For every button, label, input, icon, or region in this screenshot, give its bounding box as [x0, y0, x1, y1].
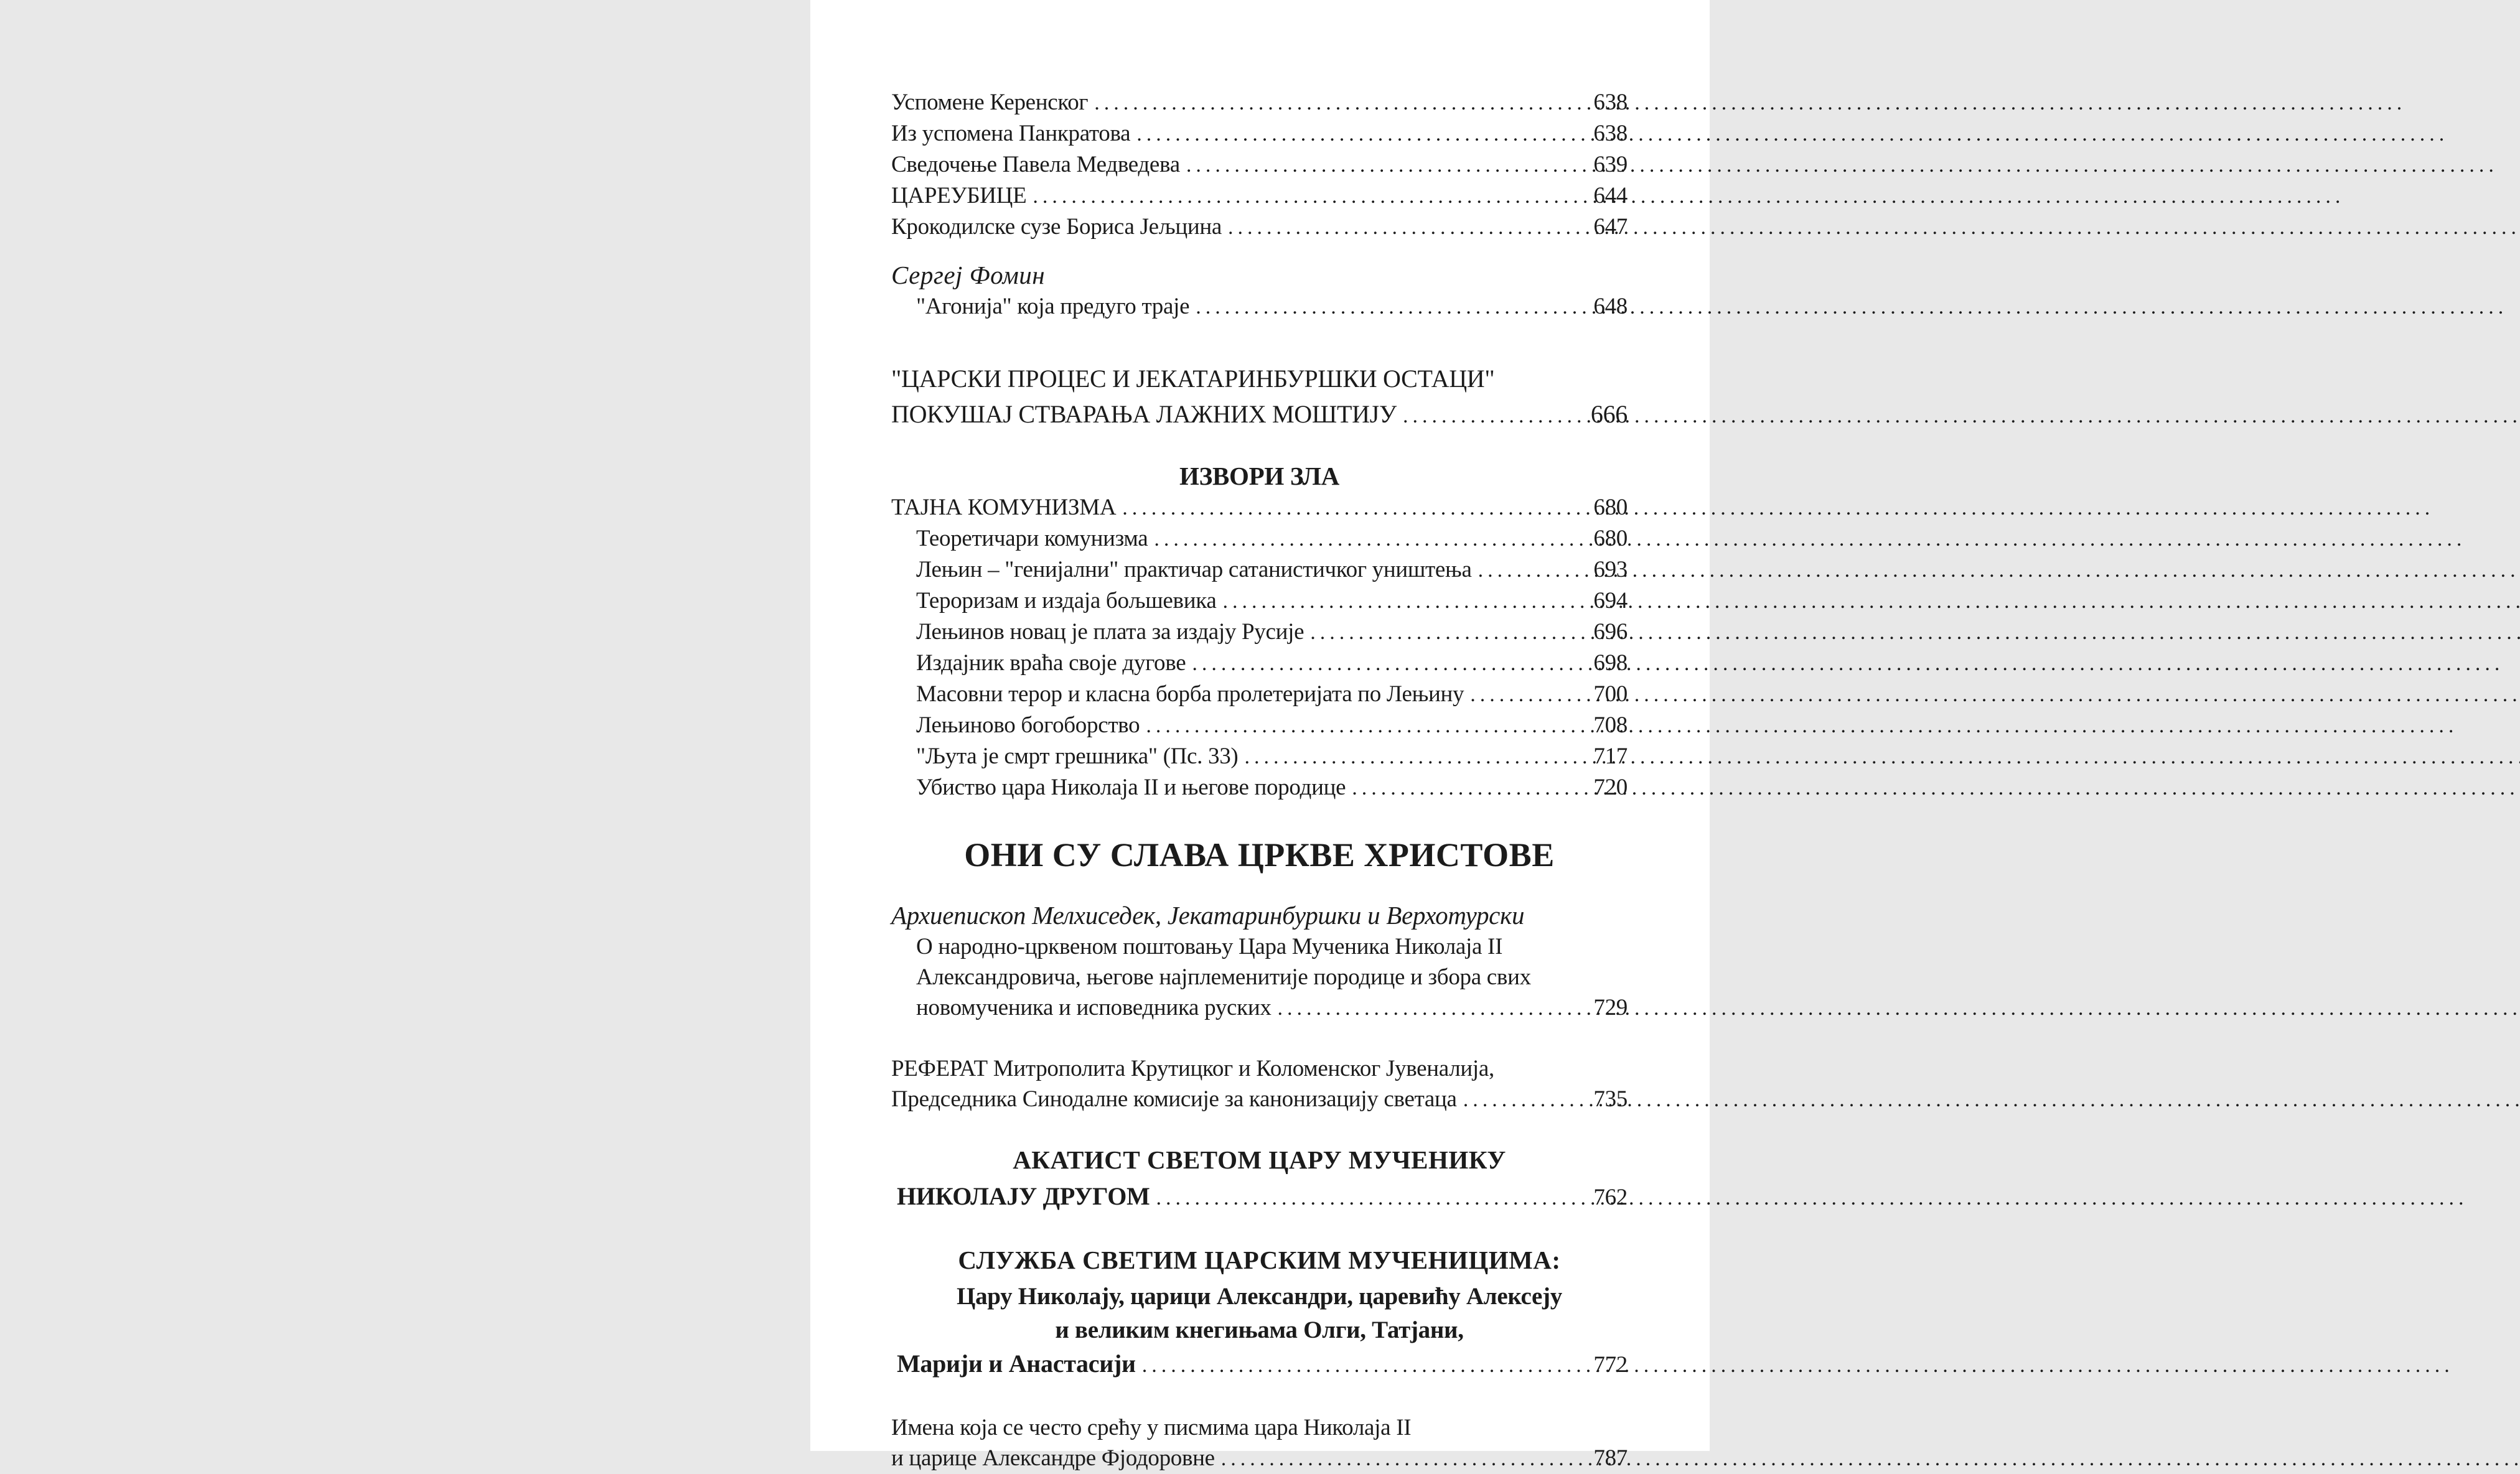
entry-title: НИКОЛАЈУ ДРУГОМ: [896, 1182, 1150, 1210]
page-number: 698: [1593, 650, 1628, 676]
entry-title: Убиство цара Николаја II и његове породице: [916, 775, 1346, 800]
toc-entry: [891, 149, 1628, 180]
dot-leader: [1352, 772, 1590, 803]
toc-entry: [891, 212, 1628, 243]
entry-title: О народно-црквеном поштовању Цара Мученика Николаја II: [916, 934, 1503, 959]
dot-leader: [1196, 291, 1590, 322]
page-number: 644: [1593, 183, 1628, 208]
toc-entry: [891, 617, 1628, 648]
entry-title: СЛУЖБА СВЕТИМ ЦАРСКИМ МУЧЕНИЦИМА:: [958, 1246, 1561, 1274]
entry-title: "Агонија" која предуго траје: [916, 294, 1190, 319]
page-number: 638: [1593, 121, 1628, 146]
toc-line: [891, 899, 1628, 931]
toc-line: [891, 1053, 1628, 1084]
toc-entry: [891, 772, 1628, 803]
toc-entry: [891, 679, 1628, 710]
dot-leader: [1403, 396, 1587, 434]
toc-entry: [891, 1443, 1628, 1474]
entry-title: Лењин – "генијални" практичар сатанистичког уништења: [916, 557, 1472, 582]
leading-spacer: [891, 1181, 897, 1215]
toc-entry: [891, 1084, 1628, 1115]
entry-title: Сведочење Павела Медведева: [891, 152, 1180, 177]
page-number: 720: [1593, 775, 1628, 800]
page-number: 639: [1593, 152, 1628, 177]
toc-entry: [891, 396, 1628, 434]
entry-title: Из успомена Панкратова: [891, 121, 1131, 146]
entry-title: Лењинов новац је плата за издају Русије: [916, 619, 1304, 645]
toc-line: [891, 361, 1628, 396]
dot-leader: [1146, 710, 1590, 741]
entry-title: Крокодилске сузе Бориса Јељцина: [891, 214, 1222, 240]
toc-entry: [891, 1180, 1628, 1215]
dot-leader: [1228, 212, 1590, 243]
toc-entry: [891, 291, 1628, 322]
toc-entry: [891, 710, 1628, 741]
entry-title: Тероризам и издаја бољшевика: [916, 588, 1217, 613]
page-number: 648: [1593, 294, 1628, 319]
entry-title: "ЦАРСКИ ПРОЦЕС И ЈЕКАТАРИНБУРШКИ ОСТАЦИ": [891, 365, 1495, 393]
page-number: 717: [1593, 744, 1628, 769]
page-number: 700: [1593, 681, 1628, 707]
toc-entry: [891, 648, 1628, 679]
dot-leader: [1278, 992, 1590, 1024]
dot-leader: [1154, 523, 1590, 554]
toc-line: [891, 259, 1628, 291]
entry-title: и великим кнегињама Олги, Татјани,: [1055, 1317, 1464, 1343]
entry-title: ТАЈНА КОМУНИЗМА: [891, 495, 1117, 520]
entry-title: Председника Синодалне комисије за канонизацију светаца: [891, 1086, 1457, 1112]
entry-title: ЦАРЕУБИЦЕ: [891, 183, 1027, 208]
dot-leader: [1192, 648, 1590, 679]
page-number: 787: [1593, 1445, 1628, 1471]
toc-line: [891, 1313, 1628, 1347]
toc-entry: [891, 492, 1628, 523]
page-number: 666: [1590, 400, 1628, 428]
page-number: 638: [1593, 90, 1628, 115]
page-number: 772: [1593, 1352, 1628, 1378]
entry-title: Издајник враћа своје дугове: [916, 650, 1186, 676]
toc-line: [891, 1412, 1628, 1443]
dot-leader: [1470, 679, 1590, 710]
toc-line: [891, 962, 1628, 992]
dot-leader: [1156, 1181, 1590, 1215]
toc-list: [891, 87, 1628, 1474]
dot-leader: [1122, 492, 1590, 523]
dot-leader: [1463, 1084, 1590, 1115]
toc-entry: [891, 741, 1628, 772]
dot-leader: [1136, 118, 1590, 149]
page-number: 708: [1593, 712, 1628, 738]
entry-title: Александровича, његове најплеменитије породице и збора свих: [916, 964, 1531, 990]
dot-leader: [1186, 149, 1590, 180]
page-number: 680: [1593, 526, 1628, 551]
entry-title: ИЗВОРИ ЗЛА: [1179, 462, 1339, 490]
entry-title: новомученика и исповедника руских: [916, 995, 1272, 1020]
page-number: 696: [1593, 619, 1628, 645]
page-number: 762: [1593, 1185, 1628, 1210]
toc-entry: [891, 523, 1628, 554]
toc-entry: [891, 585, 1628, 617]
page-number: 647: [1593, 214, 1628, 240]
toc-entry: [891, 554, 1628, 585]
toc-line: [891, 1144, 1628, 1176]
dot-leader: [1094, 87, 1590, 118]
page-number: 694: [1593, 588, 1628, 613]
page-number: 680: [1593, 495, 1628, 520]
entry-title: РЕФЕРАТ Митрополита Крутицког и Коломенског Јувеналија,: [891, 1056, 1494, 1081]
entry-title: Архиепископ Мелхиседек, Јекатаринбуршки и Верхотурски: [891, 901, 1525, 930]
toc-entry: [891, 87, 1628, 118]
dot-leader: [1142, 1348, 1590, 1383]
toc-entry: [891, 118, 1628, 149]
toc-line: [891, 460, 1628, 492]
entry-title: Цару Николају, царици Александри, царевићу Алексеју: [957, 1283, 1562, 1310]
entry-title: "Љута је смрт грешника" (Пс. 33): [916, 744, 1239, 769]
leading-spacer: [891, 1348, 897, 1382]
dot-leader: [1310, 617, 1590, 648]
toc-page: [810, 0, 1710, 1471]
toc-line: [891, 1244, 1628, 1276]
entry-title: Лењиново богоборство: [916, 712, 1140, 738]
dot-leader: [1033, 180, 1590, 212]
page-number: 735: [1593, 1086, 1628, 1112]
toc-entry: [891, 1347, 1628, 1383]
page-number: 729: [1593, 995, 1628, 1020]
dot-leader: [1244, 741, 1590, 772]
entry-title: Масовни терор и класна борба пролетеријата по Лењину: [916, 681, 1464, 707]
entry-title: Теоретичари комунизма: [916, 526, 1148, 551]
dot-leader: [1478, 554, 1590, 585]
entry-title: Успомене Керенског: [891, 90, 1089, 115]
entry-title: Марији и Анастасији: [896, 1350, 1136, 1378]
toc-line: [891, 836, 1628, 874]
toc-entry: [891, 992, 1628, 1024]
dot-leader: [1221, 1443, 1590, 1474]
entry-title: Имена која се често срећу у писмима цара Николаја II: [891, 1415, 1412, 1440]
toc-line: [891, 1280, 1628, 1313]
dot-leader: [1222, 585, 1590, 617]
entry-title: и царице Александре Фјодоровне: [891, 1445, 1215, 1471]
entry-title: ОНИ СУ СЛАВА ЦРКВЕ ХРИСТОВЕ: [964, 836, 1555, 874]
entry-title: ПОКУШАЈ СТВАРАЊА ЛАЖНИХ МОШТИЈУ: [891, 400, 1397, 428]
page-number: 693: [1593, 557, 1628, 582]
entry-title: Сергеј Фомин: [891, 261, 1046, 289]
toc-entry: [891, 180, 1628, 212]
entry-title: АКАТИСТ СВЕТОМ ЦАРУ МУЧЕНИКУ: [1013, 1145, 1506, 1174]
toc-line: [891, 931, 1628, 962]
